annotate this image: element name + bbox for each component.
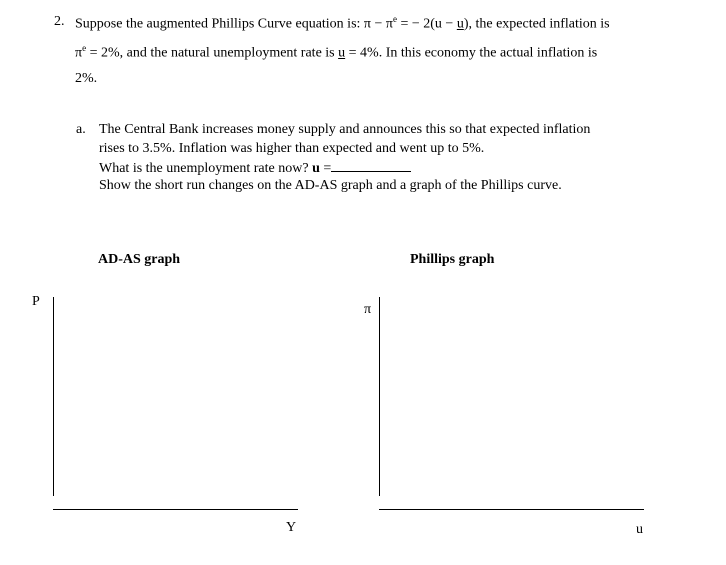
adas-graph-title: AD-AS graph xyxy=(98,252,181,267)
equals-sign: = xyxy=(319,161,332,176)
natural-rate-symbol: u xyxy=(456,16,464,32)
question-line-1 xyxy=(75,14,610,33)
question-line-1-text: Suppose the augmented Phillips Curve equation is: π − π xyxy=(75,16,393,32)
part-a-line-3-text: What is the unemployment rate now? xyxy=(99,161,313,176)
question-number: 2. xyxy=(54,14,65,29)
question-line-1-text-c: ), the expected inflation is xyxy=(463,16,610,32)
part-a-line-4: Show the short run changes on the AD-AS graph and a graph of the Phillips curve. xyxy=(99,178,562,193)
phillips-graph-title: Phillips graph xyxy=(410,252,495,267)
adas-y-axis xyxy=(53,297,54,496)
phillips-x-axis-label: u xyxy=(636,522,643,537)
phillips-y-axis xyxy=(379,297,380,496)
adas-x-axis-label: Y xyxy=(286,520,297,535)
natural-rate-symbol-2: u xyxy=(338,45,346,61)
adas-x-axis xyxy=(53,509,298,510)
expectation-superscript: e xyxy=(392,14,397,24)
question-line-2 xyxy=(75,43,597,62)
part-a-line-2: rises to 3.5%. Inflation was higher than expected and went up to 5%. xyxy=(99,141,485,156)
question-line-2-text-b: = 2%, and the natural unemployment rate is xyxy=(86,45,339,61)
question-line-1-text-b: = − 2(u − xyxy=(396,16,457,32)
part-a-line-3 xyxy=(99,159,411,177)
question-line-3: 2%. xyxy=(75,71,98,86)
question-line-2-text-c: = 4%. In this economy the actual inflation is xyxy=(345,45,598,61)
adas-y-axis-label: P xyxy=(32,294,40,309)
expectation-superscript-2: e xyxy=(82,43,87,53)
phillips-y-axis-label: π xyxy=(364,302,372,317)
pi-symbol: π xyxy=(75,45,83,61)
phillips-x-axis xyxy=(379,509,644,510)
part-a-letter: a. xyxy=(76,122,86,137)
answer-blank[interactable] xyxy=(331,159,411,172)
part-a-line-1: The Central Bank increases money supply and announces this so that expected inflation xyxy=(99,122,591,137)
u-symbol: u xyxy=(312,161,320,176)
